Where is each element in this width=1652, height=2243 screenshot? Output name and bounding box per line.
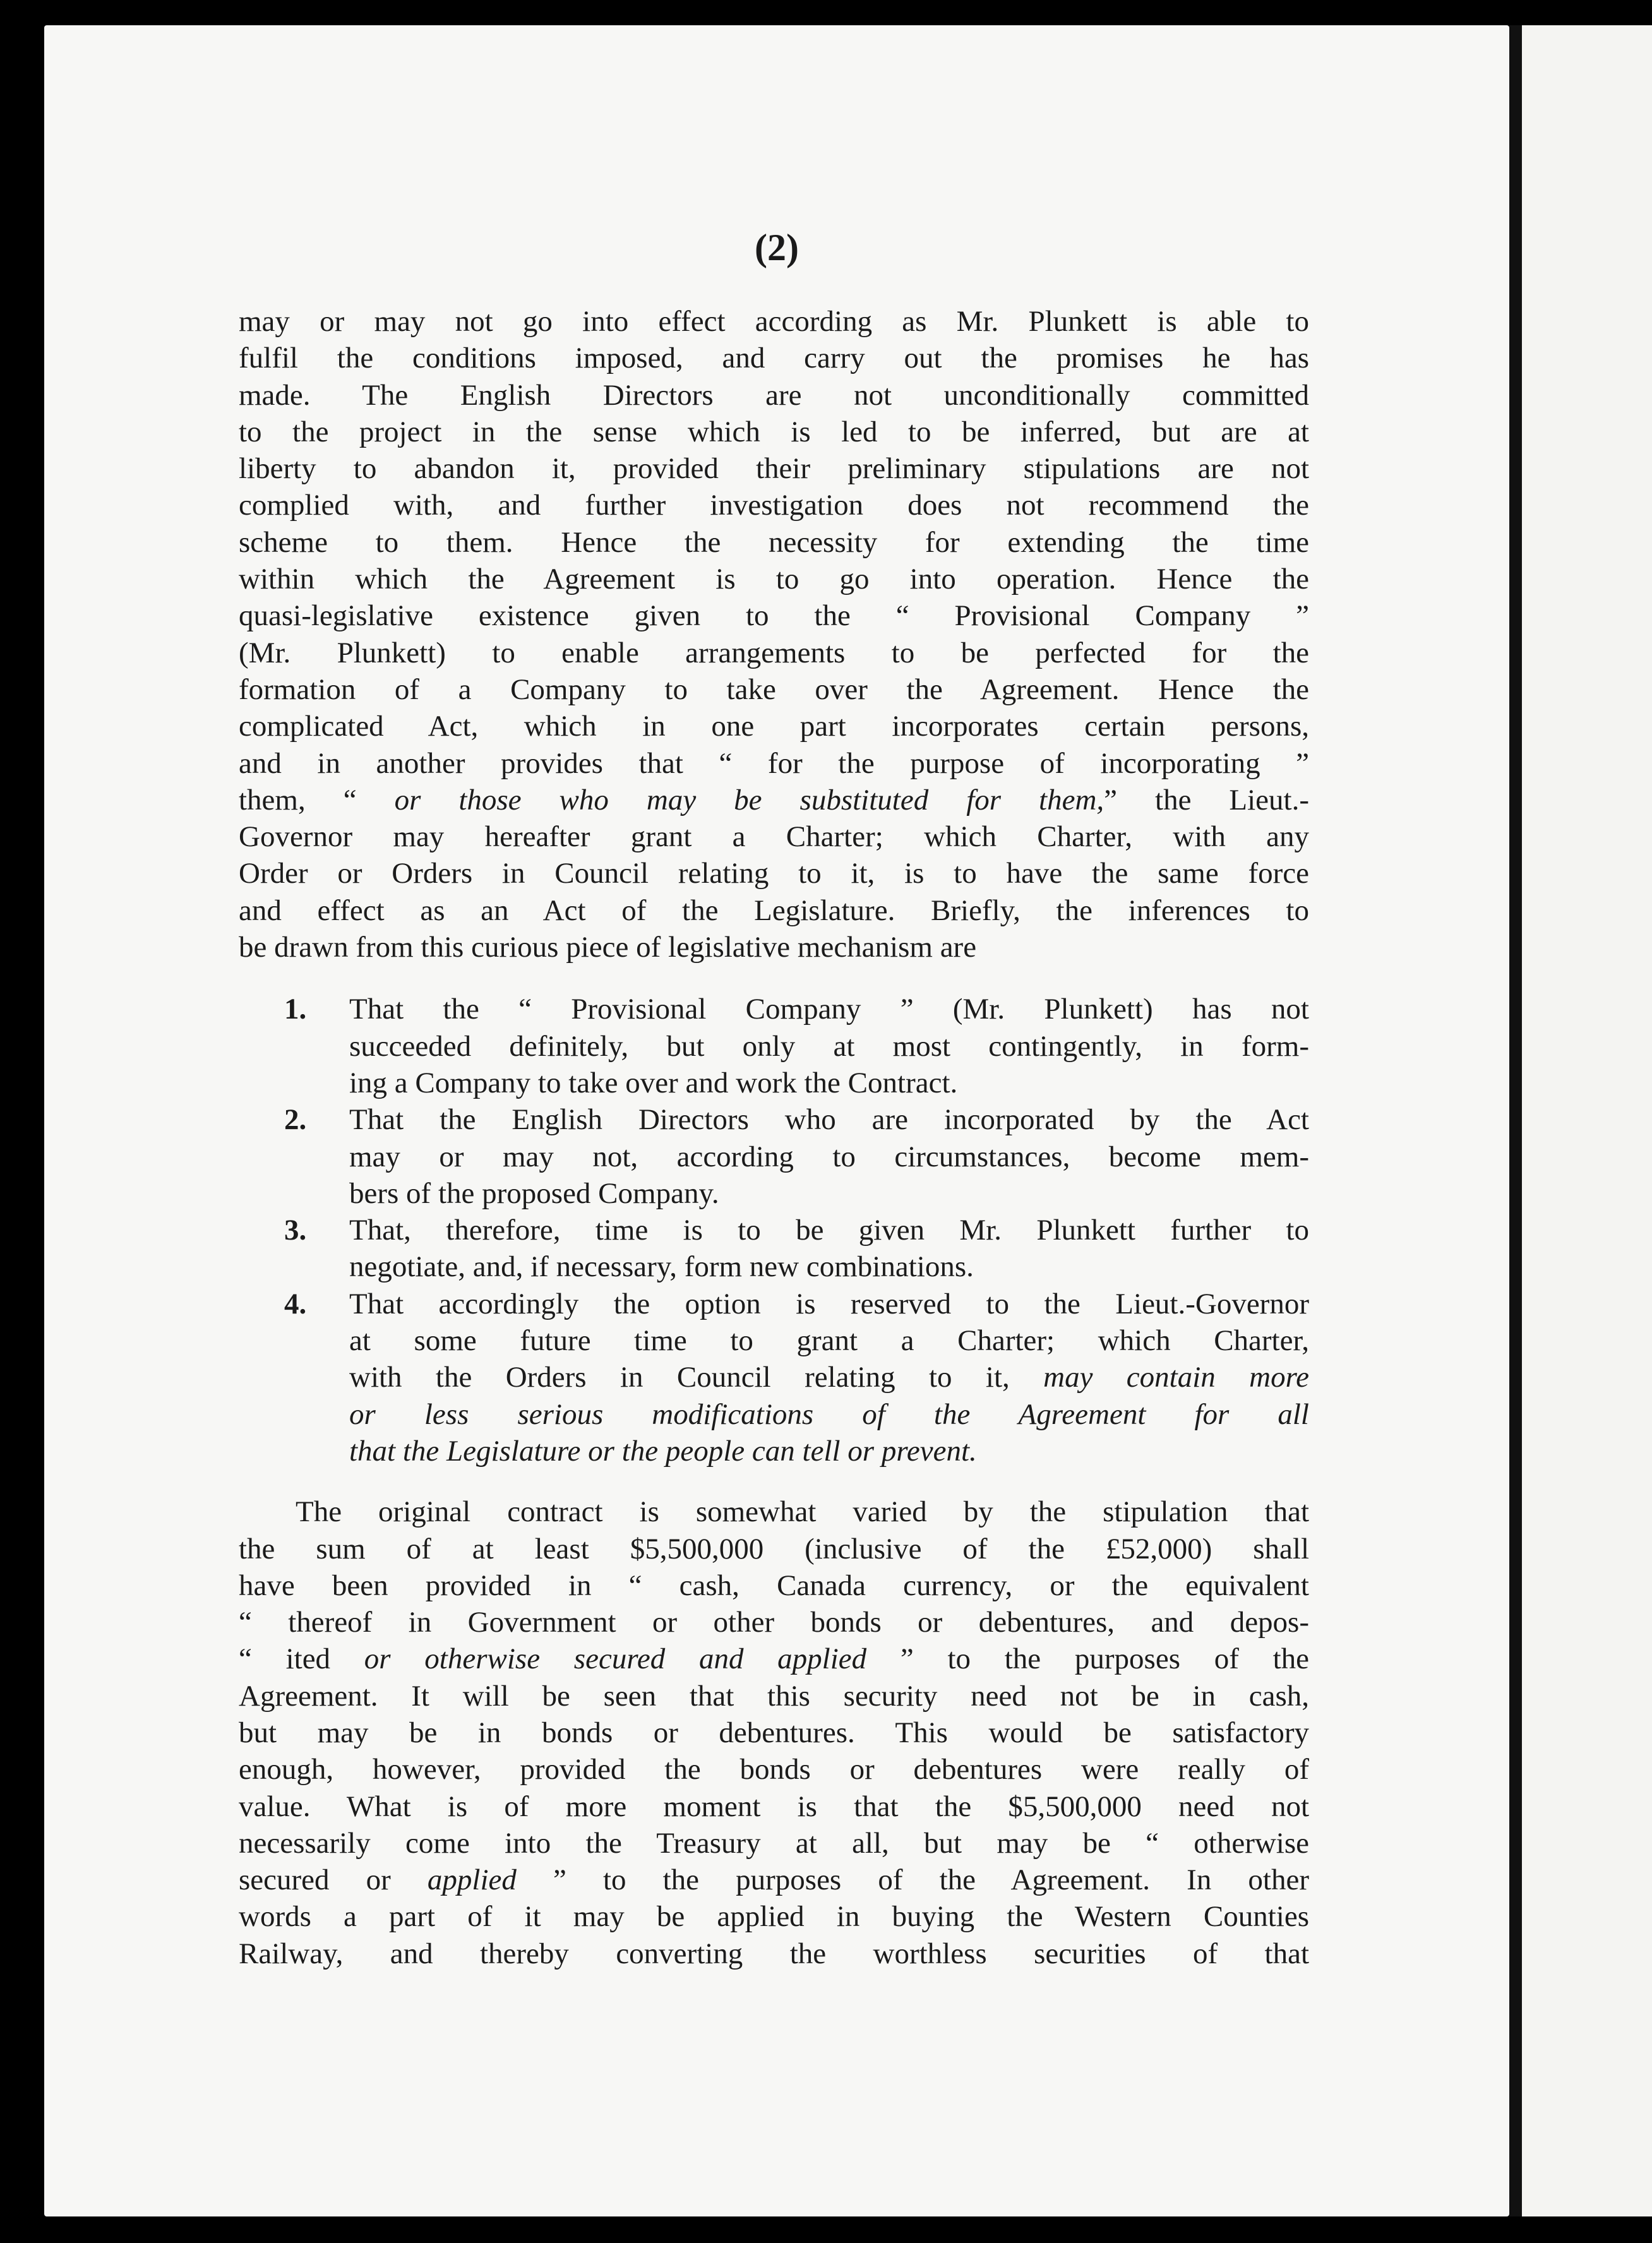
text-line [349, 1433, 1309, 1469]
text-line: enough, however, provided the bonds or debentures were really of [239, 1753, 1309, 1786]
text-line: may or may not go into effect according as Mr. Plunkett is able to [239, 305, 1309, 338]
text-segment: “ ited [239, 1642, 364, 1676]
italic-text: or less serious modifications of the Agreement for all [349, 1397, 1309, 1431]
text-line: have been provided in “ cash, Canada currency, or the equivalent [239, 1569, 1309, 1602]
text-line: at some future time to grant a Charter; which Charter, [349, 1324, 1309, 1358]
italic-text: may contain more [1043, 1361, 1309, 1394]
text-line [349, 1396, 1309, 1433]
text-line: fulfil the conditions imposed, and carry out the promises he has [239, 342, 1309, 375]
text-line [239, 1641, 1309, 1677]
text-line-with-italic [239, 782, 1309, 818]
text-line: liberty to abandon it, provided their preliminary stipulations are not [239, 452, 1309, 486]
text-segment: ” to the purposes of the [866, 1642, 1309, 1676]
text-line: and in another provides that “ for the purpose of incorporating ” [239, 746, 1309, 780]
text-line: the sum of at least $5,500,000 (inclusive of the £52,000) shall [239, 1532, 1309, 1565]
text-line: to the project in the sense which is led to be inferred, but are at [239, 415, 1309, 448]
italic-text: or otherwise secured and applied [364, 1642, 867, 1676]
text-line [349, 1359, 1309, 1396]
list-number: 3. [284, 1214, 307, 1247]
text-line: Governor may hereafter grant a Charter; which Charter, with any [239, 820, 1309, 854]
paragraph-1 [239, 303, 1309, 966]
text-line: scheme to them. Hence the necessity for extending the time [239, 525, 1309, 559]
text-line: words a part of it may be applied in buying the Western Counties [239, 1900, 1309, 1934]
text-line: (Mr. Plunkett) to enable arrangements to be perfected for the [239, 636, 1309, 669]
text-line [239, 1862, 1309, 1898]
text-line: ing a Company to take over and work the Contract. [349, 1066, 958, 1099]
text-segment: secured or [239, 1863, 428, 1897]
text-line: succeeded definitely, but only at most contingently, in form- [349, 1029, 1309, 1063]
text-line: and effect as an Act of the Legislature. Briefly, the inferences to [239, 894, 1309, 927]
text-line: necessarily come into the Treasury at all, but may be “ otherwise [239, 1826, 1309, 1860]
text-line: That the “ Provisional Company ” (Mr. Plunkett) has not [349, 993, 1309, 1026]
text-segment: with the Orders in Council relating to it, [349, 1361, 1044, 1394]
text-line: “ thereof in Government or other bonds or debentures, and depos- [239, 1606, 1309, 1639]
text-line: bers of the proposed Company. [349, 1176, 719, 1210]
paragraph-2 [239, 1493, 1309, 1972]
text-line: value. What is of more moment is that the $5,500,000 need not [239, 1790, 1309, 1823]
text-line: complied with, and further investigation does not recommend the [239, 489, 1309, 522]
document-page [44, 25, 1509, 2216]
page-body [239, 303, 1309, 1972]
page-number: (2) [755, 227, 799, 268]
italic-text: applied [427, 1863, 517, 1897]
text-line: within which the Agreement is to go into operation. Hence the [239, 563, 1309, 596]
list-item [239, 1286, 1309, 1469]
list-number: 2. [284, 1103, 307, 1137]
text-line: quasi-legislative existence given to the “ Provisional Company ” [239, 599, 1309, 633]
text-line: be drawn from this curious piece of legislative mechanism are [239, 931, 977, 964]
text-line: Agreement. It will be seen that this security need not be in cash, [239, 1679, 1309, 1713]
italic-text: or those who may be substituted for them, [394, 783, 1104, 816]
list-number: 1. [284, 993, 307, 1026]
text-line: formation of a Company to take over the Agreement. Hence the [239, 673, 1309, 706]
text-segment: ” the Lieut.- [1104, 783, 1310, 816]
page-gutter [1509, 25, 1522, 2216]
text-line: That the English Directors who are incorporated by the Act [349, 1103, 1309, 1137]
text-line: negotiate, and, if necessary, form new combinations. [349, 1250, 974, 1284]
list-number: 4. [284, 1287, 307, 1320]
text-line: made. The English Directors are not unconditionally committed [239, 378, 1309, 412]
list-item [239, 991, 1309, 1101]
text-line: Railway, and thereby converting the worthless securities of that [239, 1937, 1309, 1970]
text-segment: ” to the purposes of the Agreement. In other [516, 1863, 1309, 1897]
text-line: but may be in bonds or debentures. This would be satisfactory [239, 1716, 1309, 1749]
text-line: complicated Act, which in one part incorporates certain persons, [239, 710, 1309, 743]
inferences-list [239, 991, 1309, 1469]
text-line: Order or Orders in Council relating to it, is to have the same force [239, 857, 1309, 890]
text-line: That, therefore, time is to be given Mr. Plunkett further to [349, 1214, 1309, 1247]
adjacent-page-edge [1522, 25, 1652, 2216]
text-line: The original contract is somewhat varied by the stipulation that [296, 1495, 1309, 1529]
text-segment: them, “ [239, 783, 395, 816]
text-line: That accordingly the option is reserved to the Lieut.-Governor [349, 1287, 1309, 1320]
list-item [239, 1101, 1309, 1212]
text-line: may or may not, according to circumstances, become mem- [349, 1140, 1309, 1173]
list-item [239, 1212, 1309, 1286]
italic-text: that the Legislature or the people can tell or prevent. [349, 1434, 977, 1468]
